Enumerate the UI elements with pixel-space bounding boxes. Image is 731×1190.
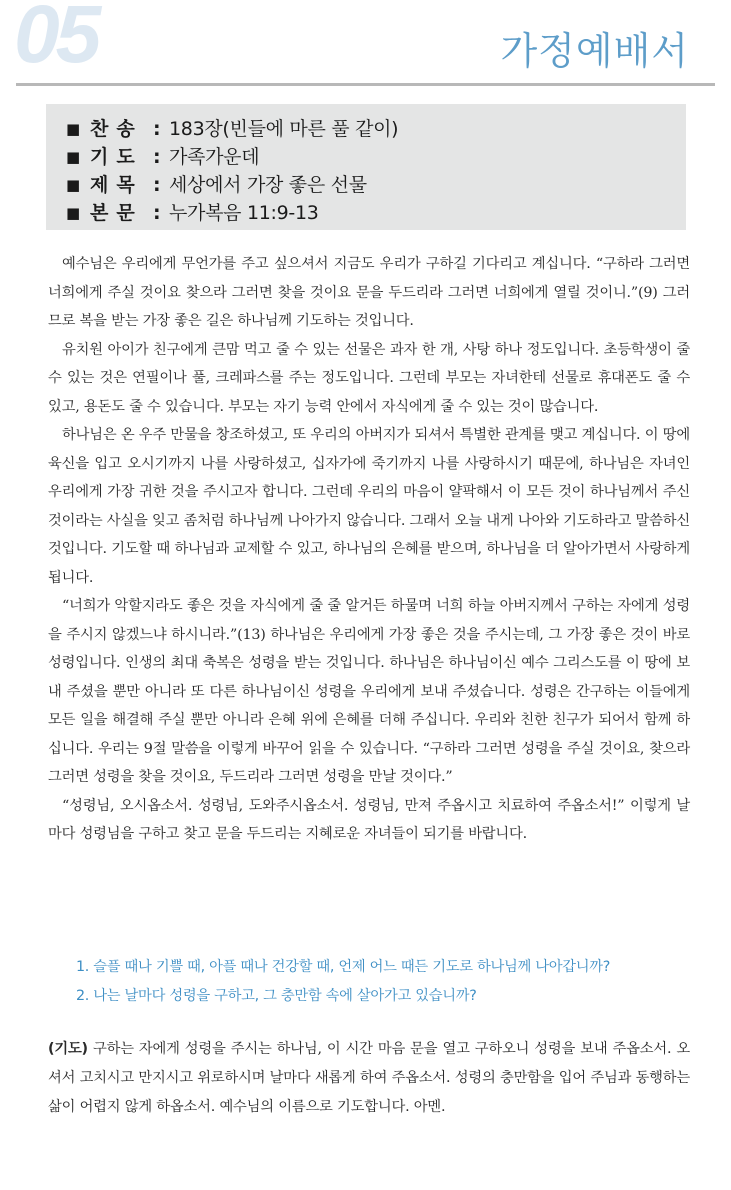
info-label: 찬송 [90,118,143,140]
info-value: 가족가운데 [169,146,260,168]
body-paragraph: “너희가 악할지라도 좋은 것을 자식에게 줄 줄 알거든 하물며 너희 하늘 아버지께서 구하는 자에게 성령을 주시지 않겠느냐 하시니라.”(13) 하나님은 우리에게 가장 좋은 것을 주시는데, 그 가장 좋은 것이 바로 성령입니다. 인생의 최대 축복은 성령을 받는 것입니다. 하나님은 하나님이신 예수 그리스도를 이 땅에 보내 주셨을 뿐만 아니라 또 다른 하나님이신 성령을 우리에게 보내 주셨습니다. 성령은 간구하는 이들에게 모든 일을 해결해 주실 뿐만 아니라 은혜 위에 은혜를 더해 주십니다. 우리와 친한 친구가 되어서 함께 하십니다. 우리는 9절 말씀을 이렇게 바꾸어 읽을 수 있습니다. “구하라 그러면 성령을 주실 것이요, 찾으라 그러면 성령을 찾을 것이요, 두드리라 그러면 성령을 만날 것이다.” [48,598,690,785]
info-value: 세상에서 가장 좋은 선물 [169,174,367,196]
info-colon: : [153,118,161,140]
info-row-title [66,171,686,199]
info-row-hymn [66,115,686,143]
info-label: 제목 [90,174,143,196]
prayer-label: (기도) [48,1041,88,1057]
info-value: 183장(빈들에 마른 풀 같이) [169,118,399,140]
bullet-square-icon: ■ [66,148,81,166]
sermon-body [48,250,690,849]
body-paragraph: 유치원 아이가 친구에게 큰맘 먹고 줄 수 있는 선물은 과자 한 개, 사탕 하나 정도입니다. 초등학생이 줄 수 있는 것은 연필이나 풀, 크레파스를 주는 정도입니다. 그런데 부모는 자녀한테 선물로 휴대폰도 줄 수 있고, 용돈도 줄 수 있습니다. 부모는 자기 능력 안에서 자식에게 줄 수 있는 것이 많습니다. [48,341,690,415]
info-row-prayer [66,143,686,171]
worship-info-box [46,104,686,230]
header-divider [16,83,715,86]
reflection-questions [76,953,696,1011]
closing-prayer [48,1035,690,1122]
info-value: 누가복음 11:9-13 [169,202,319,224]
bullet-square-icon: ■ [66,176,81,194]
body-paragraph: “성령님, 오시옵소서. 성령님, 도와주시옵소서. 성령님, 만져 주옵시고 치료하여 주옵소서!” 이렇게 날마다 성령님을 구하고 찾고 문을 두드리는 지혜로운 자녀들이 되기를 바랍니다. [48,797,690,842]
body-paragraph: 하나님은 온 우주 만물을 창조하셨고, 또 우리의 아버지가 되셔서 특별한 관계를 맺고 계십니다. 이 땅에 육신을 입고 오시기까지 나를 사랑하셨고, 십자가에 죽기까지 나를 사랑하시기 때문에, 하나님은 자녀인 우리에게 가장 귀한 것을 주시고자 합니다. 그런데 우리의 마음이 얄팍해서 이 모든 것이 하나님께서 주신 것이라는 사실을 잊고 좀처럼 하나님께 나아가지 않습니다. 그래서 오늘 내게 나아와 기도하라고 말씀하신 것입니다. 기도할 때 하나님과 교제할 수 있고, 하나님의 은혜를 받으며, 하나님을 더 알아가면서 사랑하게 됩니다. [48,427,690,586]
body-paragraph: 예수님은 우리에게 무언가를 주고 싶으셔서 지금도 우리가 구하길 기다리고 계십니다. “구하라 그러면 너희에게 주실 것이요 찾으라 그러면 찾을 것이요 문을 두드리라 그러면 너희에게 열릴 것이니.”(9) 그러므로 복을 받는 가장 좋은 길은 하나님께 기도하는 것입니다. [48,256,690,329]
bullet-square-icon: ■ [66,120,81,138]
question-item: 1. 슬플 때나 기쁠 때, 아플 때나 건강할 때, 언제 어느 때든 기도로 하나님께 나아갑니까? [76,959,611,975]
page-title: 가정예배서 [500,29,689,73]
info-label: 기도 [90,146,143,168]
bullet-square-icon: ■ [66,204,81,222]
question-item: 2. 나는 날마다 성령을 구하고, 그 충만함 속에 살아가고 있습니까? [76,988,477,1004]
info-row-scripture [66,199,686,227]
info-colon: : [153,146,161,168]
info-colon: : [153,174,161,196]
page-number: 05 [14,0,98,80]
prayer-text: 구하는 자에게 성령을 주시는 하나님, 이 시간 마음 문을 열고 구하오니 성령을 보내 주옵소서. 오셔서 고치시고 만지시고 위로하시며 날마다 새롭게 하여 주옵소서. 성령의 충만함을 입어 주님과 동행하는 삶이 어렵지 않게 하옵소서. 예수님의 이름으로 기도합니다. 아멘. [48,1041,690,1115]
info-colon: : [153,202,161,224]
info-label: 본문 [90,202,143,224]
